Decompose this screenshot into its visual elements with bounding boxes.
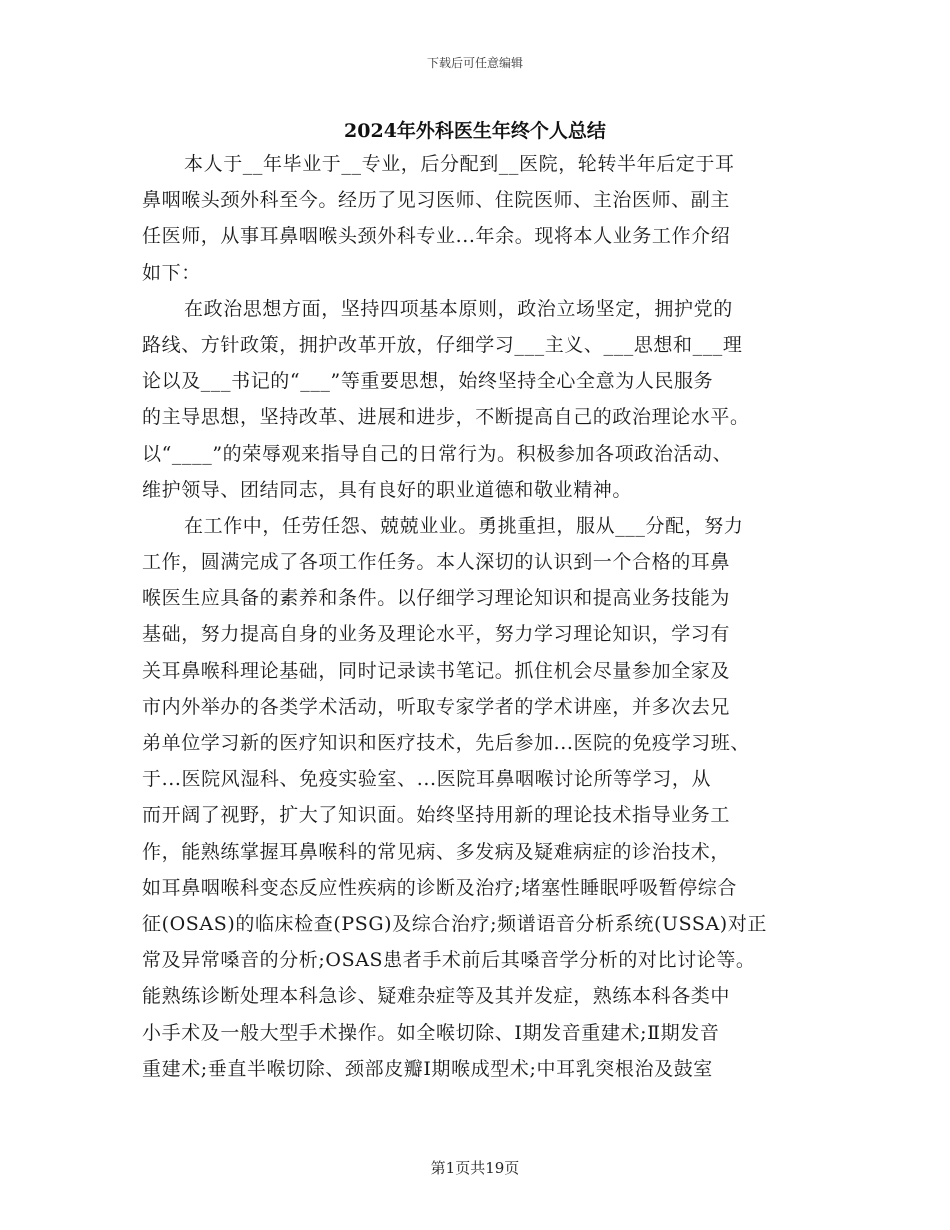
paragraph-line: 常及异常嗓音的分析;OSAS患者手术前后其嗓音学分析的对比讨论等。 bbox=[142, 949, 756, 972]
paragraph-line: 关耳鼻喉科理论基础，同时记录读书笔记。抓住机会尽量参加全家及 bbox=[142, 659, 731, 682]
paragraph-line: 市内外举办的各类学术活动，听取专家学者的学术讲座，并多次去兄 bbox=[142, 695, 731, 718]
paragraph-line: 工作，圆满完成了各项工作任务。本人深切的认识到一个合格的耳鼻 bbox=[142, 551, 731, 574]
document-title: 2024年外科医生年终个人总结 bbox=[344, 120, 606, 142]
paragraph-line: 基础，努力提高自身的业务及理论水平，努力学习理论知识，学习有 bbox=[142, 623, 731, 646]
paragraph-line: 在政治思想方面，坚持四项基本原则，政治立场坚定，拥护党的 bbox=[184, 297, 733, 320]
paragraph-line: 弟单位学习新的医疗知识和医疗技术，先后参加...医院的免疫学习班、 bbox=[142, 732, 750, 754]
paragraph-line: 论以及___书记的“___”等重要思想，始终坚持全心全意为人民服务 bbox=[142, 370, 714, 393]
paragraph-line: 的主导思想，坚持改革、进展和进步，不断提高自己的政治理论水平。 bbox=[142, 406, 750, 429]
paragraph-line: 小手术及一般大型手术操作。如全喉切除、Ⅰ期发音重建术;Ⅱ期发音 bbox=[142, 1021, 720, 1044]
paragraph-line: 如下： bbox=[142, 261, 201, 284]
page-number-footer: 第1页共19页 bbox=[430, 1159, 520, 1177]
paragraph-line: 重建术;垂直半喉切除、颈部皮瓣Ⅰ期喉成型术;中耳乳突根治及鼓室 bbox=[142, 1057, 713, 1080]
paragraph-line: 以“____”的荣辱观来指导自己的日常行为。积极参加各项政治活动、 bbox=[142, 442, 733, 465]
paragraph-line: 喉医生应具备的素养和条件。以仔细学习理论知识和提高业务技能为 bbox=[142, 587, 731, 610]
paragraph-line: 维护领导、团结同志，具有良好的职业道德和敬业精神。 bbox=[142, 478, 633, 501]
paragraph-line: 能熟练诊断处理本科急诊、疑难杂症等及其并发症，熟练本科各类中 bbox=[142, 985, 731, 1008]
paragraph-line: 本人于__年毕业于__专业，后分配到__医院，轮转半年后定于耳 bbox=[184, 153, 735, 175]
document-body bbox=[142, 146, 810, 1087]
page-header-note: 下载后可任意编辑 bbox=[426, 56, 523, 70]
paragraph-line: 而开阔了视野，扩大了知识面。始终坚持用新的理论技术指导业务工 bbox=[142, 804, 731, 827]
paragraph-line: 作，能熟练掌握耳鼻喉科的常见病、多发病及疑难病症的诊治技术， bbox=[142, 840, 731, 863]
paragraph-line: 如耳鼻咽喉科变态反应性疾病的诊断及治疗;堵塞性睡眠呼吸暂停综合 bbox=[142, 876, 738, 899]
paragraph-line: 鼻咽喉头颈外科至今。经历了见习医师、住院医师、主治医师、副主 bbox=[142, 189, 731, 212]
paragraph-line: 征(OSAS)的临床检查(PSG)及综合治疗;频谱语音分析系统(USSA)对正 bbox=[142, 912, 768, 935]
paragraph-line: 路线、方针政策，拥护改革开放，仔细学习___主义、___思想和___理 bbox=[142, 333, 743, 356]
paragraph-line: 在工作中，任劳任怨、兢兢业业。勇挑重担，服从___分配，努力 bbox=[184, 514, 744, 537]
paragraph-line: 于...医院风湿科、免疫实验室、...医院耳鼻咽喉讨论所等学习，从 bbox=[142, 768, 712, 791]
paragraph-line: 任医师，从事耳鼻咽喉头颈外科专业...年余。现将本人业务工作介绍 bbox=[142, 225, 731, 248]
